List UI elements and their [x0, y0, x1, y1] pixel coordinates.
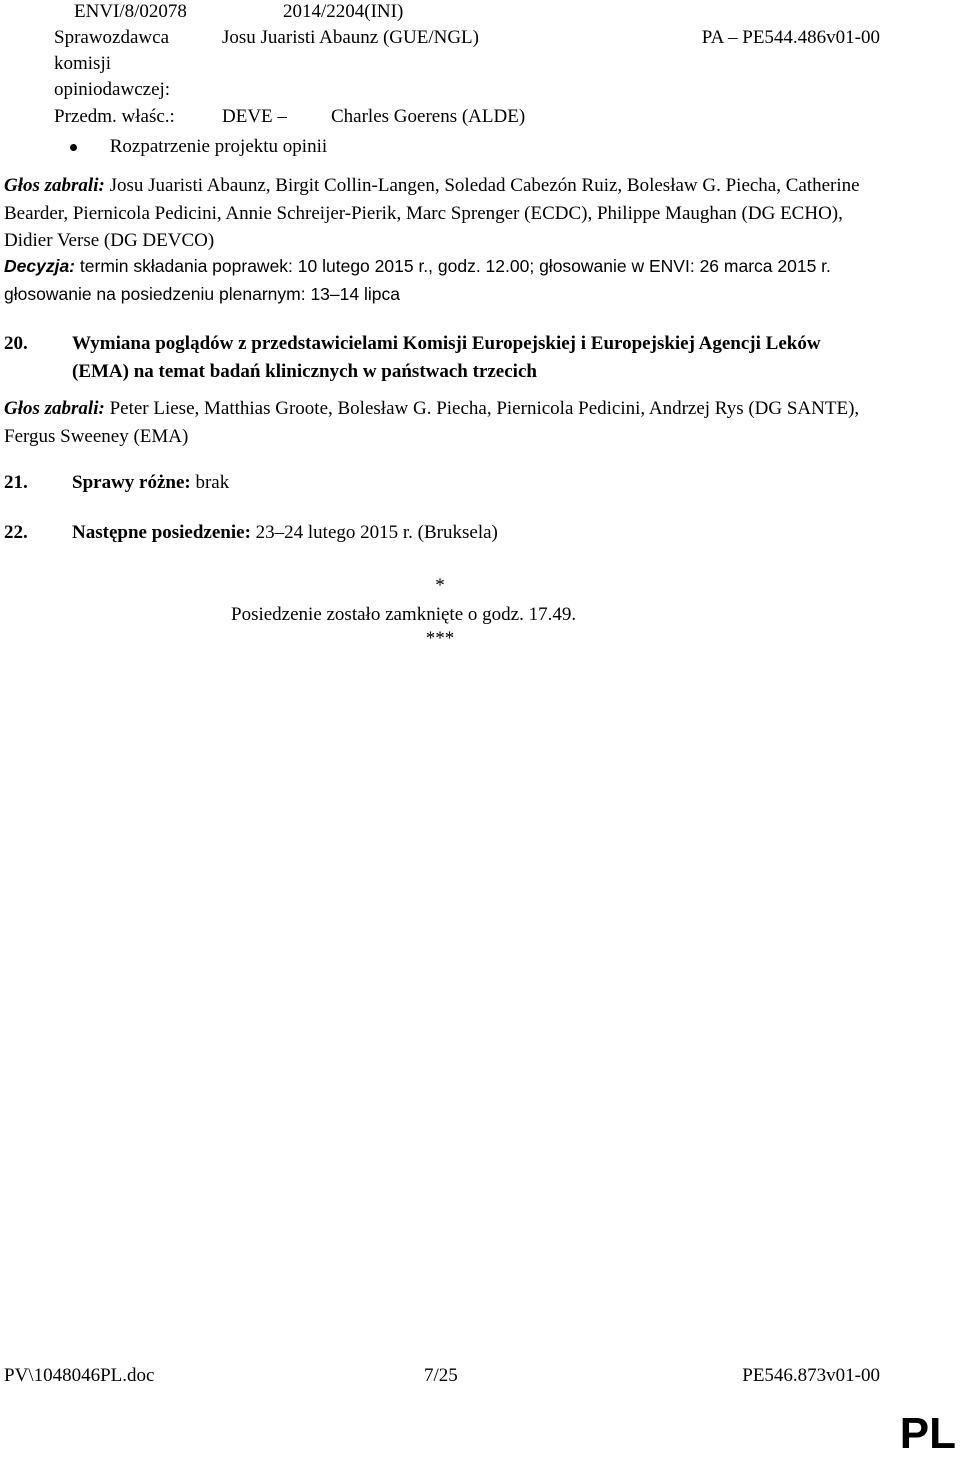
footer-filename: PV\1048046PL.doc — [4, 1365, 155, 1386]
footer-page-number: 7/25 — [424, 1365, 458, 1386]
item-22-line — [72, 521, 498, 545]
header-procedure-number: 2014/2204(INI) — [283, 1, 404, 22]
item-21-value: brak — [195, 472, 230, 493]
speakers-paragraph — [4, 172, 884, 255]
item-21-number: 21. — [4, 472, 28, 493]
item-21-label: Sprawy różne: — [72, 472, 191, 493]
decision-text: termin składania poprawek: 10 lutego 2015 r., godz. 12.00; głosowanie w ENVI: 26 marca 2015 r. głosowanie na posiedzeniu plenarnym: 13–14 lipca — [4, 256, 831, 304]
header-procedure-code: ENVI/8/02078 — [74, 1, 187, 22]
item-20-title: Wymiana poglądów z przedstawicielami Komisji Europejskiej i Europejskiej Agencji Leków (EMA) na temat badań klinicznych w państwach trzecich — [72, 333, 821, 382]
header-lead-committee-label: Przedm. właśc.: — [54, 106, 175, 127]
item-22-number: 22. — [4, 522, 28, 543]
header-opinion-line: opiniodawczej: — [54, 79, 171, 100]
bullet-icon — [70, 144, 77, 151]
closing-stars: *** — [425, 628, 455, 649]
header-rapporteur-label: Sprawozdawca — [54, 27, 170, 48]
decision-paragraph — [4, 253, 884, 308]
header-committee-line: komisji — [54, 53, 112, 74]
closing-star: * — [435, 575, 445, 596]
header-pa-reference: PA – PE544.486v01-00 — [701, 27, 880, 48]
speakers-text: Josu Juaristi Abaunz, Birgit Collin-Langen, Soledad Cabezón Ruiz, Bolesław G. Piecha, Catherine Bearder, Piernicola Pedicini, Annie Schreijer-Pierik, Marc Sprenger (ECDC), Philippe Maughan (DG ECHO), Didier Verse (DG DEVCO) — [4, 175, 860, 251]
item-21-line — [72, 471, 229, 495]
bullet-text: Rozpatrzenie projektu opinii — [109, 136, 328, 157]
header-lead-committee: DEVE – — [222, 106, 287, 127]
item-22-value: 23–24 lutego 2015 r. (Bruksela) — [255, 522, 498, 543]
item-20-speakers — [4, 395, 884, 450]
closing-text: Posiedzenie zostało zamknięte o godz. 17.49. — [231, 604, 577, 625]
item-20-speakers-label: Głos zabrali: — [4, 398, 105, 419]
item-20-number: 20. — [4, 333, 28, 354]
header-rapporteur-name: Josu Juaristi Abaunz (GUE/NGL) — [222, 27, 479, 48]
bullet-item — [70, 135, 327, 159]
speakers-label: Głos zabrali: — [4, 175, 105, 196]
item-22-label: Następne posiedzenie: — [72, 522, 251, 543]
footer-language-code: PL — [899, 1409, 956, 1458]
footer-pe-reference: PE546.873v01-00 — [742, 1365, 880, 1386]
decision-label: Decyzja: — [4, 256, 76, 276]
header-lead-rapporteur: Charles Goerens (ALDE) — [331, 106, 526, 127]
item-20-speakers-text: Peter Liese, Matthias Groote, Bolesław G. Piecha, Piernicola Pedicini, Andrzej Rys (DG SANTE), Fergus Sweeney (EMA) — [4, 398, 860, 447]
